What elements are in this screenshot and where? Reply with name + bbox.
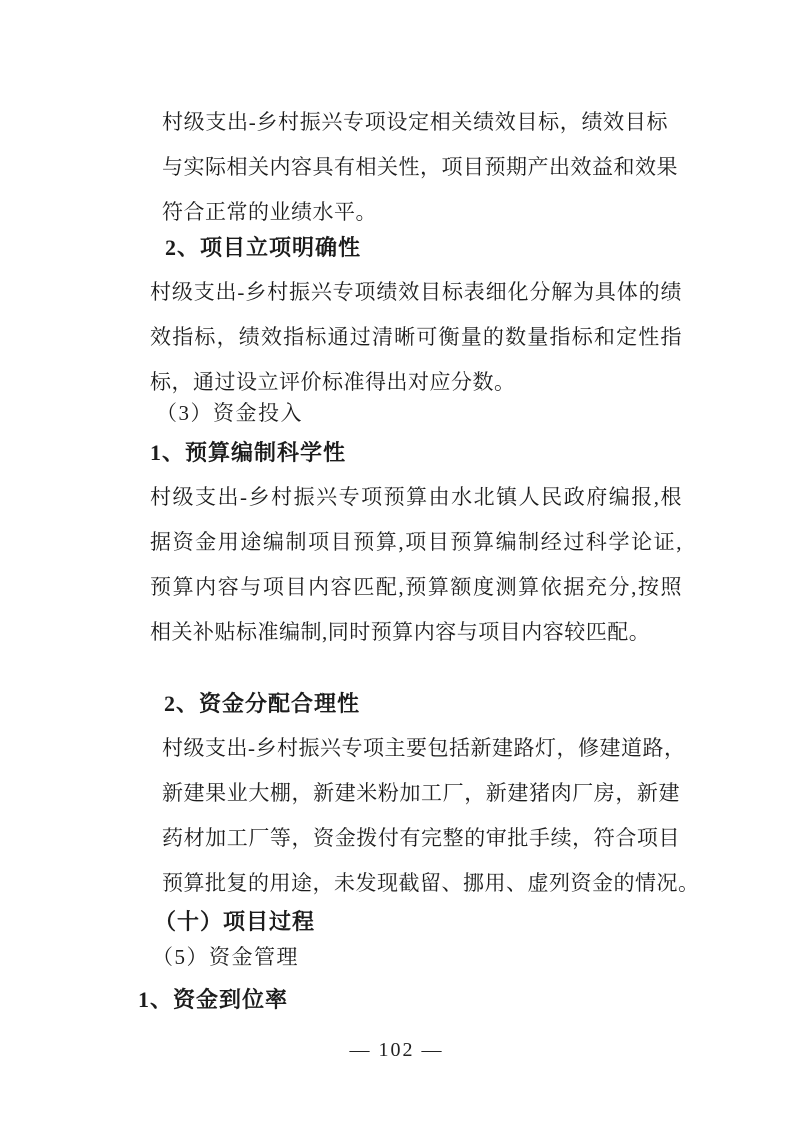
subheading-fund-management: （5）资金管理 — [152, 945, 299, 969]
text-line: 相关补贴标准编制,同时预算内容与项目内容较匹配。 — [150, 620, 651, 644]
subheading-fund-input: （3）资金投入 — [156, 401, 303, 425]
text-line: 新建果业大棚，新建米粉加工厂，新建猪肉厂房，新建 — [162, 781, 680, 805]
text-line: 预算批复的用途，未发现截留、挪用、虚列资金的情况。 — [162, 871, 700, 895]
heading-fund-arrival-rate: 1、资金到位率 — [138, 987, 289, 1012]
page-number: — 102 — — [349, 1039, 444, 1061]
text-line: 村级支出-乡村振兴专项设定相关绩效目标，绩效目标 — [162, 110, 668, 134]
text-line: 村级支出-乡村振兴专项绩效目标表细化分解为具体的绩 — [150, 280, 682, 304]
heading-fund-allocation-rationality: 2、资金分配合理性 — [164, 691, 361, 716]
text-line: 据资金用途编制项目预算,项目预算编制经过科学论证, — [150, 530, 682, 554]
document-content — [138, 100, 700, 1022]
text-line: 村级支出-乡村振兴专项预算由水北镇人民政府编报,根 — [150, 485, 682, 509]
paragraph-fund-allocation — [162, 726, 700, 906]
text-line: 与实际相关内容具有相关性，项目预期产出效益和效果 — [162, 155, 678, 179]
text-line: 效指标，绩效指标通过清晰可衡量的数量指标和定性指 — [150, 325, 682, 349]
paragraph-performance-goals — [162, 100, 678, 235]
heading-project-process: （十）项目过程 — [154, 909, 316, 934]
paragraph-budget-preparation — [150, 475, 682, 655]
text-line: 预算内容与项目内容匹配,预算额度测算依据充分,按照 — [150, 575, 682, 599]
text-line: 符合正常的业绩水平。 — [162, 200, 377, 224]
paragraph-performance-indicators — [150, 270, 682, 405]
heading-budget-preparation-scientificity: 1、预算编制科学性 — [150, 440, 347, 465]
heading-project-approval-clarity: 2、项目立项明确性 — [165, 235, 362, 260]
text-line: 标，通过设立评价标准得出对应分数。 — [150, 370, 516, 394]
text-line: 村级支出-乡村振兴专项主要包括新建路灯，修建道路， — [162, 736, 686, 760]
text-line: 药材加工厂等，资金拨付有完整的审批手续，符合项目 — [162, 826, 680, 850]
